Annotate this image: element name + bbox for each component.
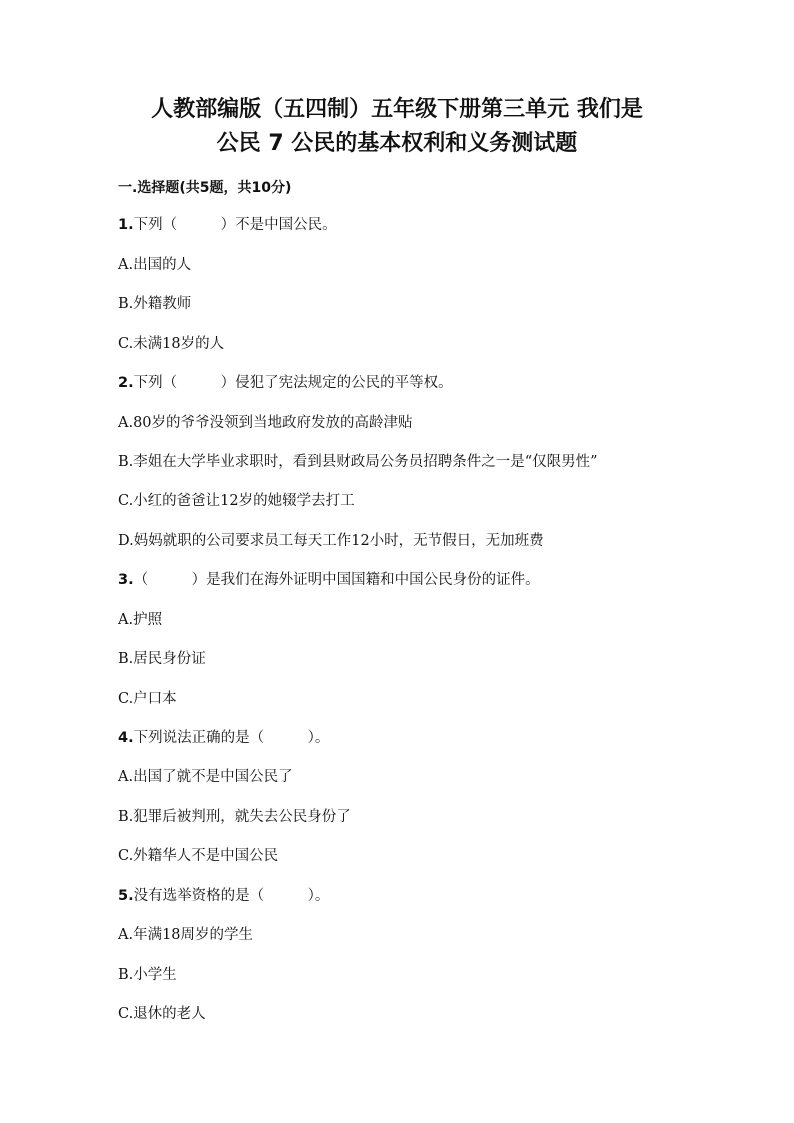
question-text: 下列说法正确的是（ ）。 xyxy=(133,730,330,746)
question-number: 5. xyxy=(118,888,134,904)
option-3b: B.居民身份证 xyxy=(118,651,206,667)
option-4a: A.出国了就不是中国公民了 xyxy=(118,769,293,785)
question-text: 下列（ ）侵犯了宪法规定的公民的平等权。 xyxy=(133,375,453,391)
option-4b: B.犯罪后被判刑，就失去公民身份了 xyxy=(118,809,351,825)
option-2c: C.小红的爸爸让12岁的她辍学去打工 xyxy=(118,493,355,509)
question-number: 4. xyxy=(118,730,134,746)
option-5b: B.小学生 xyxy=(118,967,177,983)
page-title-line-2: 公民 7 公民的基本权利和义务测试题 xyxy=(216,131,578,156)
question-4 xyxy=(118,729,329,748)
question-text: 没有选举资格的是（ ）。 xyxy=(133,888,330,904)
question-3 xyxy=(118,571,540,590)
question-number: 3. xyxy=(118,572,134,588)
option-1c: C.未满18岁的人 xyxy=(118,336,225,352)
question-1 xyxy=(118,216,337,235)
option-5a: A.年满18周岁的学生 xyxy=(118,927,254,943)
option-1b: B.外籍教师 xyxy=(118,296,192,312)
option-1a: A.出国的人 xyxy=(118,257,192,273)
question-number: 1. xyxy=(118,217,134,233)
question-number: 2. xyxy=(118,375,134,391)
option-5c: C.退休的老人 xyxy=(118,1006,206,1022)
question-5 xyxy=(118,887,329,906)
option-3a: A.护照 xyxy=(118,612,163,628)
option-2b: B.李姐在大学毕业求职时，看到县财政局公务员招聘条件之一是“仅限男性” xyxy=(118,454,598,470)
question-text: （ ）是我们在海外证明中国国籍和中国公民身份的证件。 xyxy=(133,572,540,588)
section-heading: 一.选择题(共5题，共10分) xyxy=(118,180,292,196)
option-2a: A.80岁的爷爷没领到当地政府发放的高龄津贴 xyxy=(118,415,413,431)
question-2 xyxy=(118,374,453,393)
page-title-line-1: 人教部编版（五四制）五年级下册第三单元 我们是 xyxy=(151,97,643,122)
option-2d: D.妈妈就职的公司要求员工每天工作12小时，无节假日，无加班费 xyxy=(118,533,544,549)
option-3c: C.户口本 xyxy=(118,691,177,707)
option-4c: C.外籍华人不是中国公民 xyxy=(118,848,279,864)
question-text: 下列（ ）不是中国公民。 xyxy=(133,217,337,233)
